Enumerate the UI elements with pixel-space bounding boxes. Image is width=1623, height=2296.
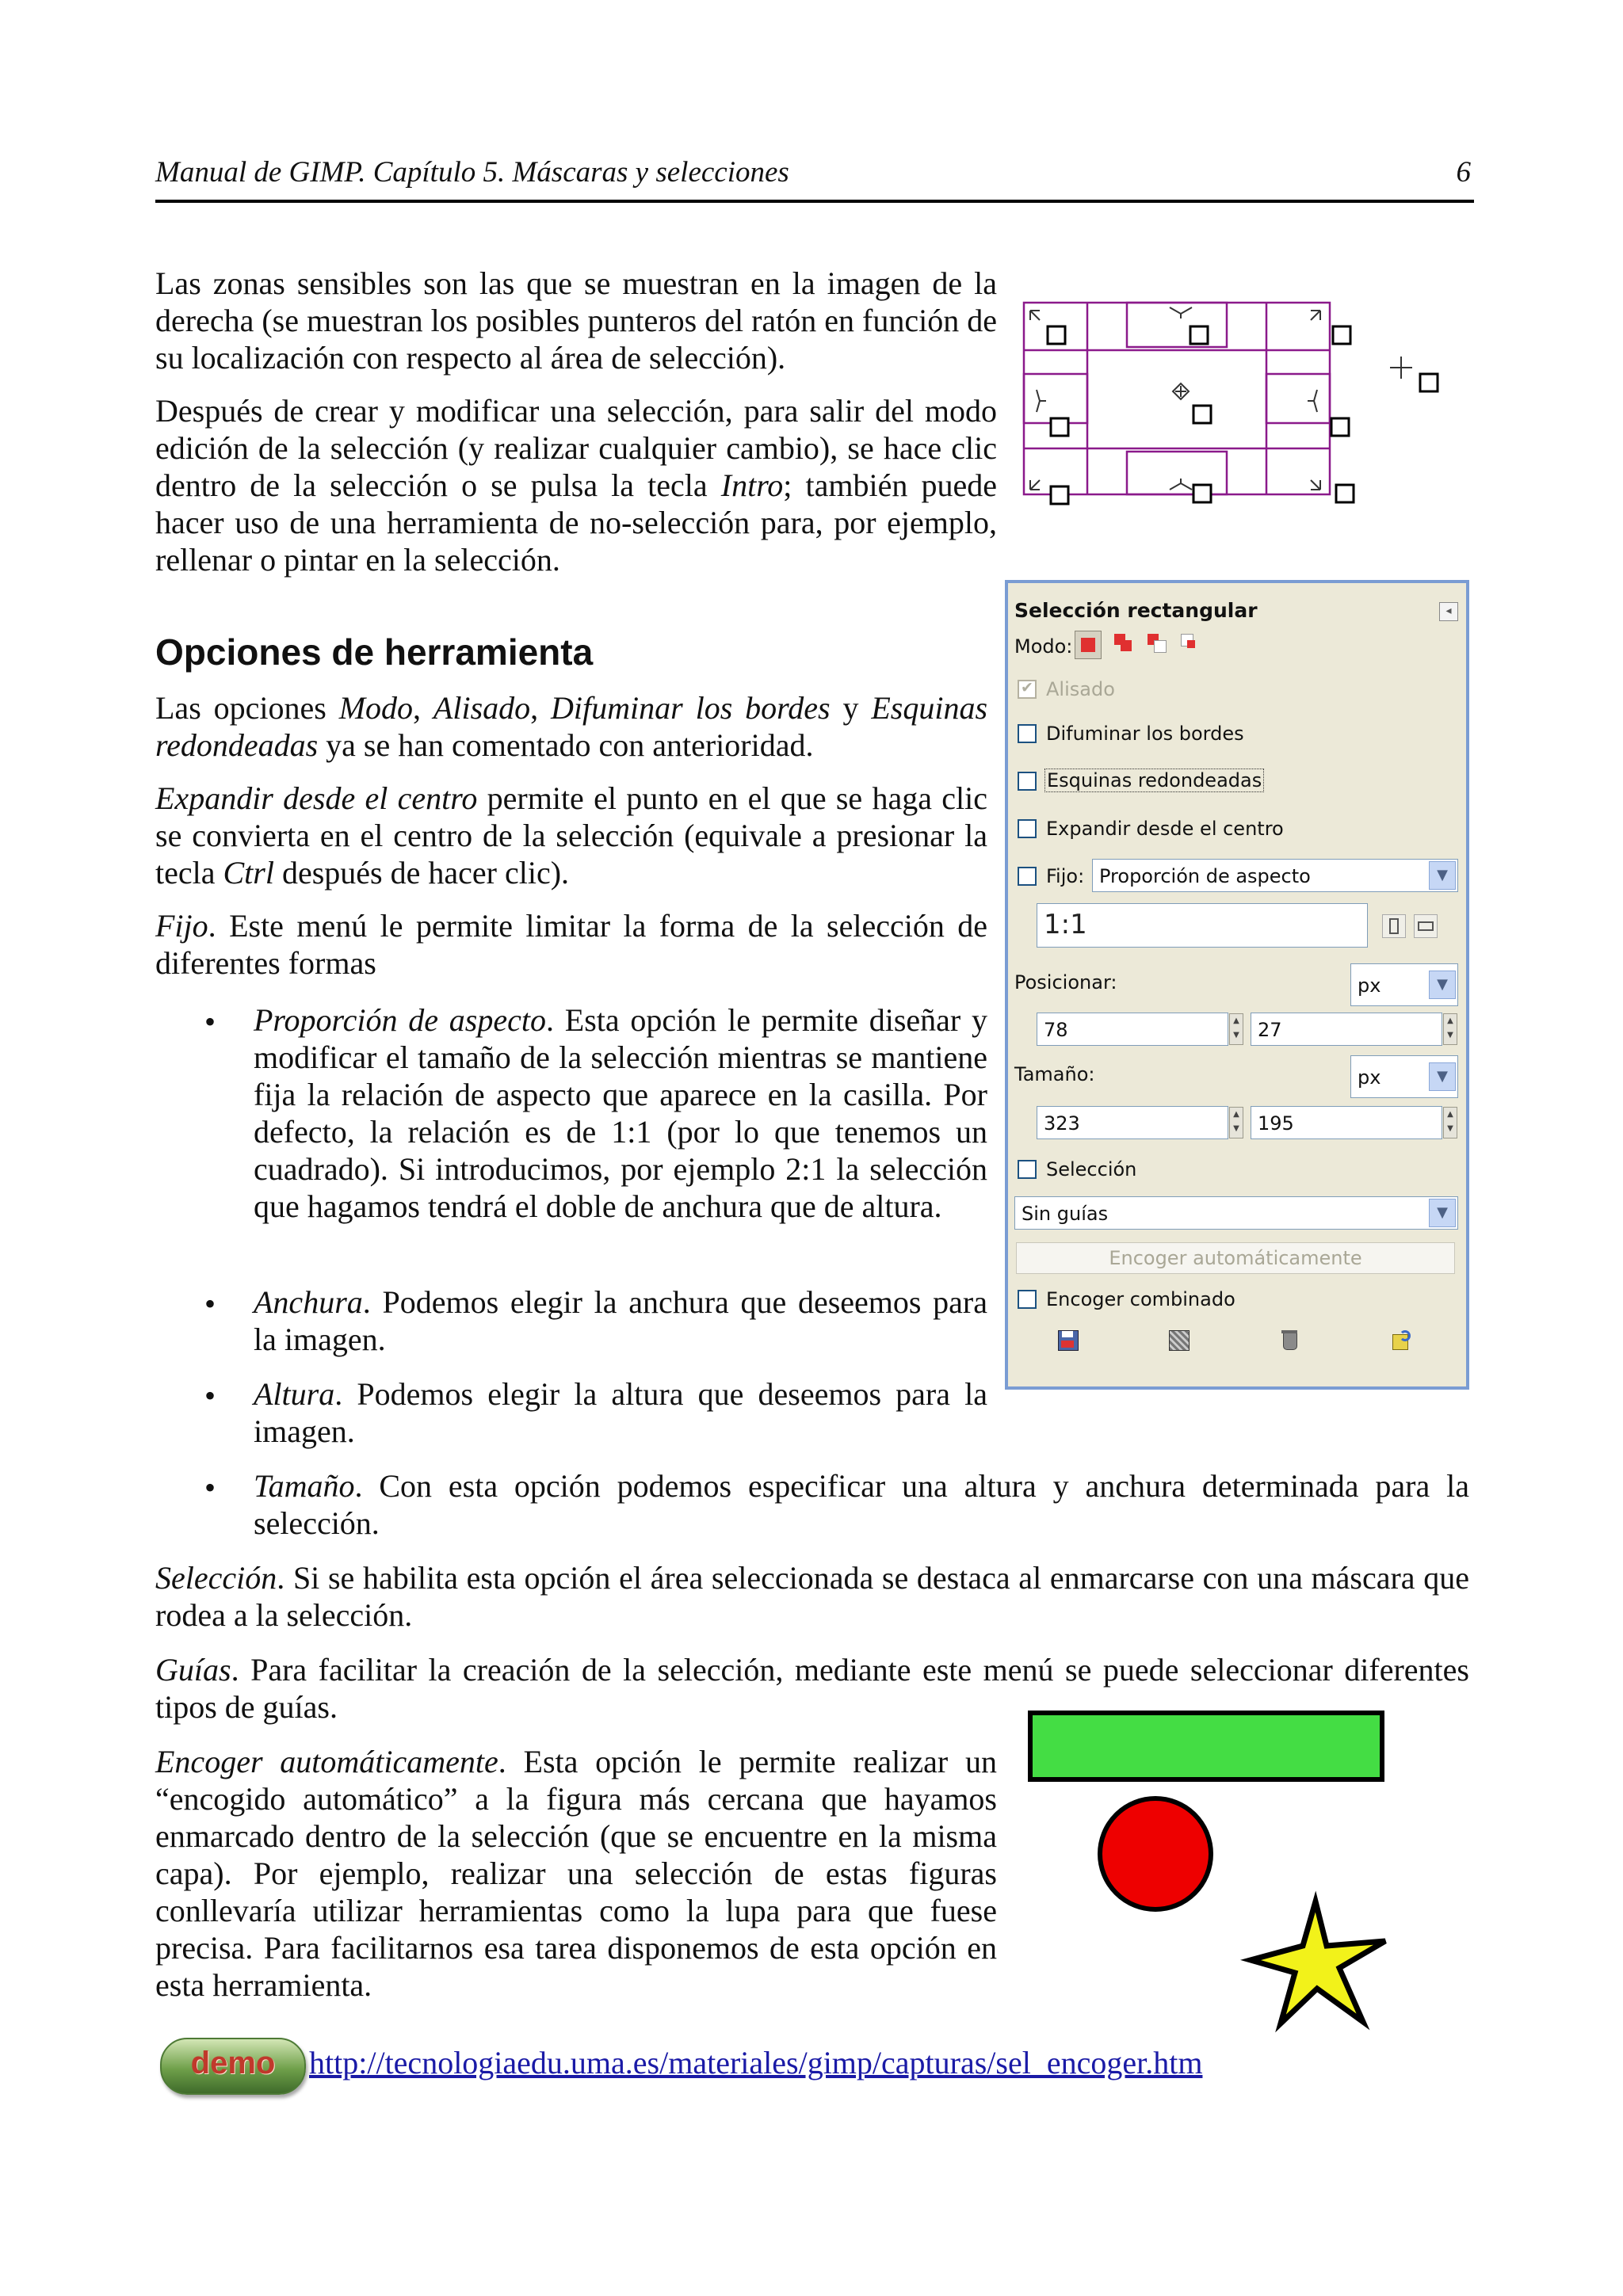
antialias-checkbox[interactable] — [1018, 680, 1037, 699]
mode-intersect-icon[interactable] — [1178, 631, 1205, 659]
rounded-corners-label: Esquinas redondeadas — [1044, 769, 1264, 792]
tool-options-panel — [1005, 580, 1469, 1390]
spinner-arrows-icon[interactable]: ▲ ▼ — [1443, 1107, 1457, 1138]
mode-add-icon[interactable] — [1111, 631, 1138, 659]
delete-options-icon[interactable] — [1277, 1328, 1301, 1352]
chevron-down-icon: ▼ — [1429, 1062, 1456, 1091]
guides-select[interactable] — [1014, 1196, 1458, 1230]
position-y-input[interactable] — [1251, 1013, 1453, 1046]
chevron-down-icon: ▼ — [1429, 1199, 1456, 1227]
paragraph-guias: Guías. Para facilitar la creación de la selección, mediante este menú se puede seleccionar diferentes tipos de guías. — [155, 1652, 1469, 1725]
restore-options-icon[interactable] — [1167, 1328, 1190, 1352]
size-width-input[interactable] — [1037, 1106, 1239, 1139]
bullet-altura: Altura. Podemos elegir la altura que deseemos para la imagen. — [254, 1376, 987, 1449]
size-unit-select[interactable] — [1350, 1055, 1458, 1098]
portrait-icon[interactable] — [1382, 914, 1406, 938]
paragraph-options: Las opciones Modo, Alisado, Difuminar los bordes y Esquinas redondeadas ya se han comentado con anterioridad. — [155, 690, 988, 763]
position-unit-value: px — [1358, 974, 1381, 997]
paragraph-expandir: Expandir desde el centro permite el punto en el que se haga clic se convierta en el centro de la selección (equivale a presionar la tecla Ctrl después de hacer clic). — [155, 780, 987, 891]
size-height-value: 195 — [1258, 1112, 1294, 1135]
position-x-input[interactable] — [1037, 1013, 1239, 1046]
bullet-tamano: Tamaño. Con esta opción podemos especificar una altura y anchura determinada para la selección. — [254, 1468, 1469, 1541]
size-unit-value: px — [1358, 1066, 1381, 1089]
demo-badge[interactable] — [160, 2038, 306, 2095]
size-width-value: 323 — [1044, 1112, 1080, 1135]
spinner-arrows-icon[interactable]: ▲ ▼ — [1229, 1107, 1243, 1138]
paragraph-seleccion: Selección. Si se habilita esta opción el área seleccionada se destaca al enmarcarse con una máscara que rodea a la selección. — [155, 1560, 1469, 1633]
fixed-mode-value: Proporción de aspecto — [1099, 865, 1311, 887]
save-options-icon[interactable] — [1056, 1328, 1079, 1352]
highlight-checkbox[interactable] — [1018, 1160, 1037, 1179]
section-heading: Opciones de herramienta — [155, 631, 594, 673]
bullet-marker: • — [204, 1378, 216, 1413]
red-circle — [1100, 1798, 1211, 1909]
expand-from-center-checkbox[interactable] — [1018, 819, 1037, 838]
shrink-merged-label: Encoger combinado — [1046, 1288, 1235, 1310]
mode-replace-icon[interactable] — [1075, 631, 1102, 659]
fixed-checkbox[interactable] — [1018, 867, 1037, 886]
mode-label: Modo: — [1014, 635, 1073, 658]
fixed-mode-select[interactable] — [1092, 859, 1458, 892]
shrink-merged-checkbox[interactable] — [1018, 1290, 1037, 1309]
bullet-anchura: Anchura. Podemos elegir la anchura que deseemos para la imagen. — [254, 1284, 987, 1357]
panel-menu-icon[interactable]: ◂ — [1439, 602, 1458, 621]
reset-options-icon[interactable] — [1390, 1328, 1414, 1352]
bullet-marker: • — [204, 1286, 216, 1322]
size-label: Tamaño: — [1014, 1063, 1095, 1085]
position-label: Posicionar: — [1014, 971, 1117, 994]
sensitive-zones-figure — [1022, 301, 1466, 523]
demo-badge-label: demo — [190, 2046, 276, 2081]
highlight-label: Selección — [1046, 1158, 1137, 1180]
size-height-input[interactable] — [1251, 1106, 1453, 1139]
antialias-label: Alisado — [1046, 678, 1115, 700]
paragraph-fijo: Fijo. Este menú le permite limitar la forma de la selección de diferentes formas — [155, 908, 987, 981]
aspect-ratio-value: 1:1 — [1044, 909, 1087, 940]
chevron-down-icon: ▼ — [1429, 971, 1456, 999]
fixed-label: Fijo: — [1046, 865, 1085, 887]
paragraph-encoger: Encoger automáticamente. Esta opción le permite realizar un “encogido automático” a la figura más cercana que hayamos enmarcado dentro de la selección (que se encuentre en la misma capa). Por ejemplo, realizar una selección de estas figuras conllevaría utilizar herramientas como la lupa para que fuese precisa. Para facilitarnos esa tarea disponemos de esta opción en esta herramienta. — [155, 1744, 997, 2003]
feather-edges-label: Difuminar los bordes — [1046, 723, 1244, 745]
landscape-icon[interactable] — [1414, 914, 1438, 938]
shapes-figure — [1022, 1703, 1403, 2036]
spinner-arrows-icon[interactable]: ▲ ▼ — [1443, 1013, 1457, 1045]
auto-shrink-button[interactable]: Encoger automáticamente — [1016, 1242, 1455, 1274]
rounded-corners-checkbox[interactable] — [1018, 772, 1037, 791]
chevron-down-icon: ▼ — [1429, 861, 1456, 890]
mode-subtract-icon[interactable] — [1144, 631, 1171, 659]
expand-from-center-label: Expandir desde el centro — [1046, 818, 1284, 840]
bullet-marker: • — [204, 1004, 216, 1039]
feather-edges-checkbox[interactable] — [1018, 724, 1037, 743]
aspect-ratio-input[interactable] — [1037, 903, 1368, 948]
spinner-arrows-icon[interactable]: ▲ ▼ — [1229, 1013, 1243, 1045]
position-x-value: 78 — [1044, 1019, 1068, 1041]
panel-title: Selección rectangular — [1014, 599, 1258, 622]
page-number: 6 — [1456, 156, 1471, 189]
position-unit-select[interactable] — [1350, 963, 1458, 1006]
bullet-marker: • — [204, 1470, 216, 1505]
green-rectangle — [1030, 1713, 1382, 1779]
intro-paragraph-2: Después de crear y modificar una selección, para salir del modo edición de la selección (y realizar cualquier cambio), se hace clic dentro de la selección o se pulsa la tecla Intro; también puede hacer uso de una herramienta de no-selección para, por ejemplo, rellenar o pintar en la selección. — [155, 393, 997, 578]
page-header — [155, 151, 1474, 203]
intro-block — [155, 265, 997, 578]
demo-link[interactable]: http://tecnologiaedu.uma.es/materiales/gimp/capturas/sel_encoger.htm — [309, 2045, 1203, 2081]
yellow-star — [1251, 1901, 1385, 2023]
intro-paragraph-1: Las zonas sensibles son las que se muestran en la imagen de la derecha (se muestran los posibles punteros del ratón en función de su localización con respecto al área de selección). — [155, 265, 997, 376]
position-y-value: 27 — [1258, 1019, 1282, 1041]
bullet-proporcion: Proporción de aspecto. Esta opción le permite diseñar y modificar el tamaño de la selección mientras se mantiene fija la relación de aspecto que aparece en la casilla. Por defecto, la relación es de 1:1 (por lo que tenemos un cuadrado). Si introducimos, por ejemplo 2:1 la selección que hagamos tendrá el doble de anchura que de altura. — [254, 1002, 987, 1224]
options-block — [155, 689, 987, 982]
header-title: Manual de GIMP. Capítulo 5. Máscaras y selecciones — [155, 156, 789, 189]
guides-value: Sin guías — [1022, 1203, 1109, 1225]
